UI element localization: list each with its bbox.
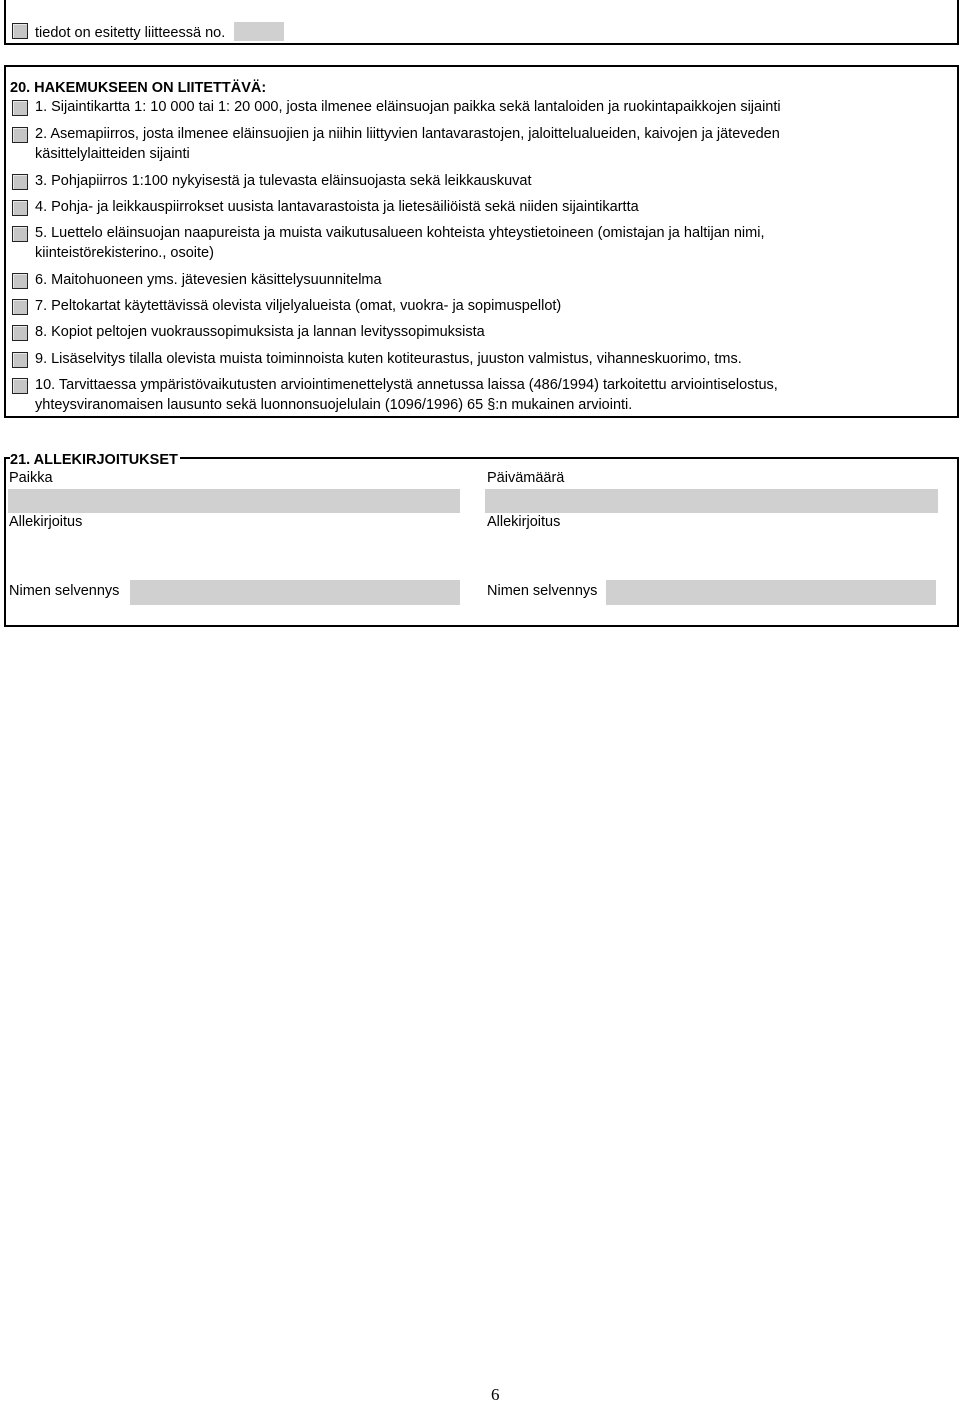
attachment-checkbox-6[interactable] xyxy=(12,273,28,289)
attachment-checkbox-9[interactable] xyxy=(12,352,28,368)
name-clarification-field-right[interactable] xyxy=(606,580,936,605)
attachment-checkbox-2[interactable] xyxy=(12,127,28,143)
attachment-item-4: 4. Pohja- ja leikkauspiirrokset uusista lantavarastoista ja lietesäiliöistä sekä niiden sijaintikartta xyxy=(35,199,639,215)
attachment-checkbox-3[interactable] xyxy=(12,174,28,190)
attachment-item-3: 3. Pohjapiirros 1:100 nykyisestä ja tulevasta eläinsuojasta sekä leikkauskuvat xyxy=(35,173,532,189)
date-field[interactable] xyxy=(485,489,938,513)
name-clarification-label-left: Nimen selvennys xyxy=(9,583,120,599)
attachment-checkbox-4[interactable] xyxy=(12,200,28,216)
attachment-item-5-line-2: kiinteistörekisterino., osoite) xyxy=(35,245,214,261)
section-20-heading: 20. HAKEMUKSEEN ON LIITETTÄVÄ: xyxy=(10,80,267,96)
attachment-checkbox-10[interactable] xyxy=(12,378,28,394)
signature-label-right: Allekirjoitus xyxy=(487,514,561,530)
page-number: 6 xyxy=(491,1385,500,1404)
attachment-item-5-line-1: 5. Luettelo eläinsuojan naapureista ja muista vaikutusalueen kohteista yhteystietoineen (omistajan ja haltijan nimi, xyxy=(35,225,765,241)
place-label: Paikka xyxy=(9,470,53,486)
attachment-item-2-line-1: 2. Asemapiirros, josta ilmenee eläinsuojien ja niihin liittyvien lantavarastojen, jaloittelualueiden, kaivojen ja jäteveden xyxy=(35,126,780,142)
attachment-item-10-line-1: 10. Tarvittaessa ympäristövaikutusten arviointimenettelystä annetussa laissa (486/1994) tarkoitettu arviointiselostus, xyxy=(35,377,778,393)
attachment-ref-label: tiedot on esitetty liitteessä no. xyxy=(35,25,226,41)
attachment-ref-checkbox[interactable] xyxy=(12,23,28,39)
signature-label-left: Allekirjoitus xyxy=(9,514,83,530)
date-label: Päivämäärä xyxy=(487,470,565,486)
attachment-checkbox-1[interactable] xyxy=(12,100,28,116)
attachment-item-2-line-2: käsittelylaitteiden sijainti xyxy=(35,146,190,162)
attachment-item-9: 9. Lisäselvitys tilalla olevista muista toiminnoista kuten kotiteurastus, juuston valmistus, vihanneskuorimo, tms. xyxy=(35,351,742,367)
attachment-item-10-line-2: yhteysviranomaisen lausunto sekä luonnonsuojelulain (1096/1996) 65 §:n mukainen arviointi. xyxy=(35,397,633,413)
place-field[interactable] xyxy=(8,489,460,513)
attachment-item-1: 1. Sijaintikartta 1: 10 000 tai 1: 20 000, josta ilmenee eläinsuojan paikka sekä lantaloiden ja ruokintapaikkojen sijainti xyxy=(35,99,781,115)
attachment-checkbox-7[interactable] xyxy=(12,299,28,315)
name-clarification-field-left[interactable] xyxy=(130,580,460,605)
attachment-number-field[interactable] xyxy=(234,22,284,41)
attachment-item-6: 6. Maitohuoneen yms. jätevesien käsittelysuunnitelma xyxy=(35,272,382,288)
section-21-heading: 21. ALLEKIRJOITUKSET xyxy=(10,452,178,468)
attachment-checkbox-8[interactable] xyxy=(12,325,28,341)
attachment-item-7: 7. Peltokartat käytettävissä olevista viljelyalueista (omat, vuokra- ja sopimuspellot) xyxy=(35,298,562,314)
attachment-item-8: 8. Kopiot peltojen vuokraussopimuksista ja lannan levityssopimuksista xyxy=(35,324,485,340)
attachment-checkbox-5[interactable] xyxy=(12,226,28,242)
name-clarification-label-right: Nimen selvennys xyxy=(487,583,598,599)
